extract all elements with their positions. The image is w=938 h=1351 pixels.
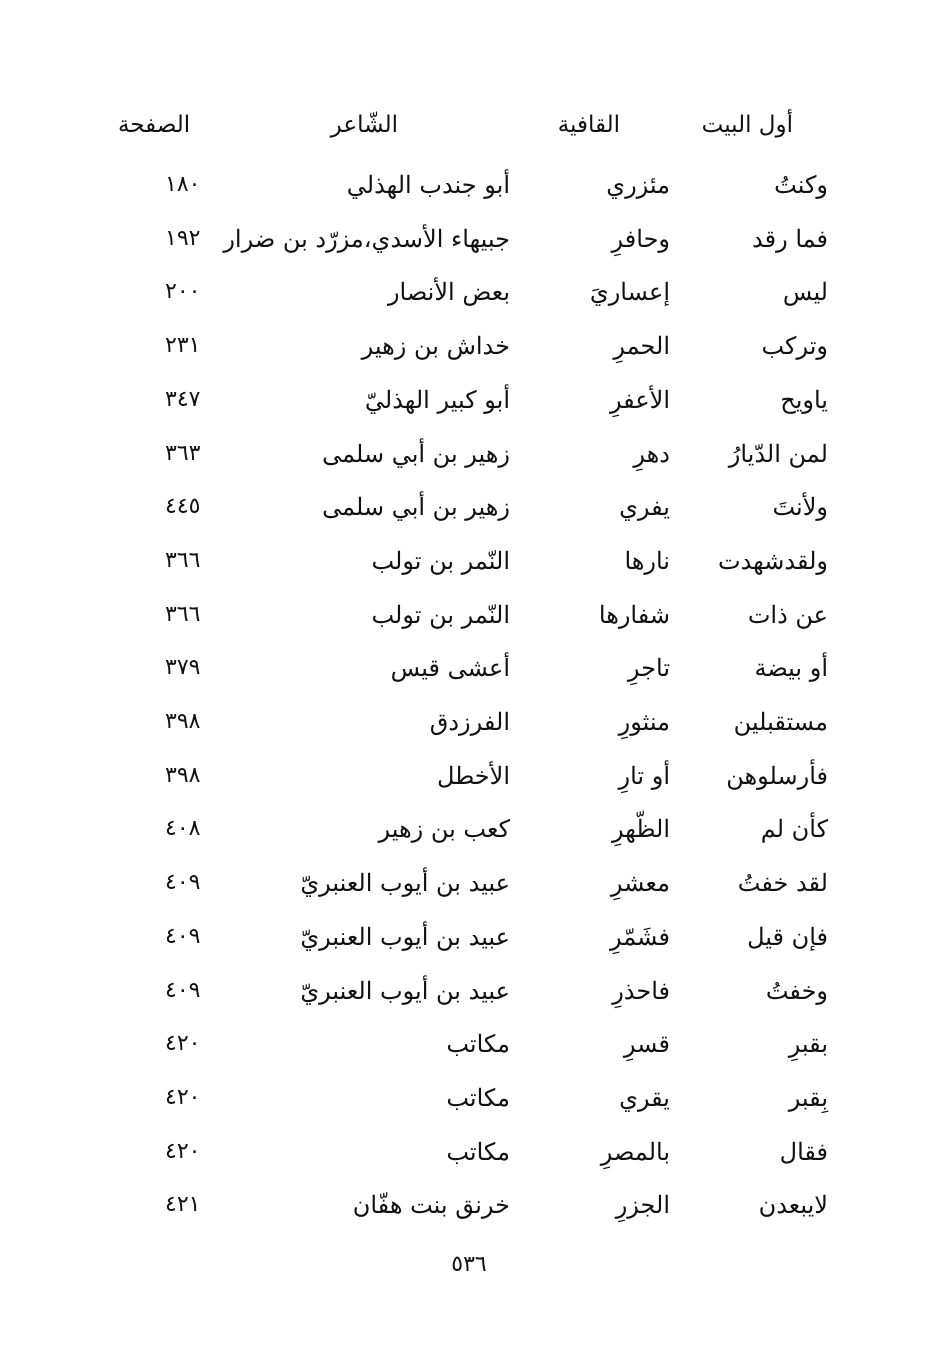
first-verse-cell: لقد خفتُ bbox=[737, 869, 828, 897]
page-cell: ٢٣١ bbox=[165, 333, 201, 358]
poet-cell: جبيهاء الأسدي،مزرّد بن ضرار bbox=[223, 225, 510, 253]
first-verse-cell: ولقدشهدت bbox=[717, 547, 828, 575]
poet-cell: عبيد بن أيوب العنبريّ bbox=[300, 869, 510, 897]
rhyme-cell: وحافرِ bbox=[611, 225, 670, 253]
table-row bbox=[0, 912, 938, 962]
page-cell: ٤٢٠ bbox=[165, 1085, 201, 1110]
poet-cell: النّمر بن تولب bbox=[371, 601, 510, 629]
first-verse-cell: لمن الدّيارُ bbox=[728, 440, 828, 468]
table-row bbox=[0, 1019, 938, 1069]
table-row bbox=[0, 267, 938, 317]
page-cell: ٣٦٣ bbox=[165, 441, 201, 466]
table-row bbox=[0, 1180, 938, 1230]
rhyme-cell: تاجرِ bbox=[627, 654, 670, 682]
first-verse-cell: ياويح bbox=[780, 386, 828, 414]
poet-cell: أبو كبير الهذليّ bbox=[364, 386, 510, 414]
poet-cell: الفرزدق bbox=[429, 708, 510, 736]
poet-cell: مكاتب bbox=[446, 1030, 510, 1058]
rhyme-cell: قسرِ bbox=[623, 1030, 670, 1058]
poet-cell: مكاتب bbox=[446, 1084, 510, 1112]
table-row bbox=[0, 375, 938, 425]
rhyme-cell: إعساريَ bbox=[589, 278, 670, 306]
page-cell: ١٨٠ bbox=[165, 172, 201, 197]
poet-cell: أبو جندب الهذلي bbox=[346, 171, 510, 199]
rhyme-cell: دهرِ bbox=[633, 440, 670, 468]
rhyme-cell: الحمرِ bbox=[613, 332, 670, 360]
first-verse-cell: فما رقد bbox=[752, 225, 828, 253]
poet-cell: الأخطل bbox=[436, 762, 510, 790]
table-row bbox=[0, 858, 938, 908]
first-verse-cell: ليس bbox=[782, 278, 828, 306]
first-verse-cell: وخفتُ bbox=[765, 977, 828, 1005]
rhyme-cell: شفارها bbox=[598, 601, 670, 629]
first-verse-cell: مستقبلين bbox=[733, 708, 828, 736]
table-row bbox=[0, 804, 938, 854]
poet-cell: خرنق بنت هفّان bbox=[352, 1191, 510, 1219]
table-row bbox=[0, 1127, 938, 1177]
first-verse-cell: وكنتُ bbox=[774, 171, 828, 199]
rhyme-cell: الأعفرِ bbox=[609, 386, 670, 414]
page-cell: ٣٧٩ bbox=[165, 655, 201, 680]
page-cell: ٤٠٩ bbox=[165, 978, 201, 1003]
poet-cell: مكاتب bbox=[446, 1138, 510, 1166]
table-row bbox=[0, 1073, 938, 1123]
rhyme-cell: يقري bbox=[619, 1084, 670, 1112]
table-row bbox=[0, 214, 938, 264]
poet-cell: خداش بن زهير bbox=[361, 332, 510, 360]
rhyme-cell: فشَمّرِ bbox=[610, 923, 670, 951]
rhyme-cell: فاحذرِ bbox=[612, 977, 670, 1005]
table-row bbox=[0, 160, 938, 210]
poet-cell: عبيد بن أيوب العنبريّ bbox=[300, 923, 510, 951]
header-rhyme: القافية bbox=[557, 112, 620, 138]
header-page: الصفحة bbox=[118, 112, 191, 138]
page-cell: ٤٠٨ bbox=[165, 816, 201, 841]
poet-cell: عبيد بن أيوب العنبريّ bbox=[300, 977, 510, 1005]
poet-cell: أعشى قيس bbox=[390, 654, 510, 682]
page-cell: ١٩٢ bbox=[165, 226, 201, 251]
rhyme-cell: أو تارِ bbox=[618, 762, 670, 790]
page-cell: ٢٠٠ bbox=[165, 279, 201, 304]
page-cell: ٣٤٧ bbox=[165, 387, 201, 412]
table-row bbox=[0, 482, 938, 532]
first-verse-cell: بقبرِ bbox=[788, 1030, 828, 1058]
page-cell: ٤٠٩ bbox=[165, 870, 201, 895]
table-row bbox=[0, 321, 938, 371]
poet-cell: زهير بن أبي سلمى bbox=[322, 440, 510, 468]
table-row bbox=[0, 429, 938, 479]
poet-cell: كعب بن زهير bbox=[378, 815, 510, 843]
first-verse-cell: أو بيضة bbox=[754, 654, 828, 682]
poet-cell: النّمر بن تولب bbox=[371, 547, 510, 575]
rhyme-cell: مئزري bbox=[606, 171, 670, 199]
table-row bbox=[0, 643, 938, 693]
first-verse-cell: فأرسلوهن bbox=[726, 762, 828, 790]
rhyme-cell: الجزرِ bbox=[615, 1191, 670, 1219]
first-verse-cell: فقال bbox=[779, 1138, 828, 1166]
poet-cell: بعض الأنصار bbox=[387, 278, 510, 306]
table-row bbox=[0, 590, 938, 640]
poet-cell: زهير بن أبي سلمى bbox=[322, 493, 510, 521]
first-verse-cell: لايبعدن bbox=[758, 1191, 828, 1219]
page-cell: ٣٩٨ bbox=[165, 709, 201, 734]
table-row bbox=[0, 536, 938, 586]
page-cell: ٤٠٩ bbox=[165, 924, 201, 949]
first-verse-cell: ولأنتَ bbox=[772, 493, 828, 521]
page-cell: ٣٦٦ bbox=[165, 602, 201, 627]
first-verse-cell: بِقبر bbox=[788, 1084, 828, 1112]
header-poet: الشّاعر bbox=[330, 112, 398, 138]
rhyme-cell: معشرِ bbox=[610, 869, 670, 897]
first-verse-cell: عن ذات bbox=[747, 601, 828, 629]
page-cell: ٣٩٨ bbox=[165, 763, 201, 788]
rhyme-cell: نارها bbox=[624, 547, 670, 575]
rhyme-cell: يفري bbox=[619, 493, 670, 521]
page-cell: ٣٦٦ bbox=[165, 548, 201, 573]
page-cell: ٤٤٥ bbox=[165, 494, 201, 519]
table-header bbox=[0, 100, 938, 150]
page-cell: ٤٢١ bbox=[165, 1192, 201, 1217]
first-verse-cell: فإن قيل bbox=[747, 923, 828, 951]
table-row bbox=[0, 751, 938, 801]
table-row bbox=[0, 697, 938, 747]
rhyme-cell: منثورِ bbox=[618, 708, 670, 736]
rhyme-cell: بالمصرِ bbox=[600, 1138, 670, 1166]
page-cell: ٤٢٠ bbox=[165, 1031, 201, 1056]
table-row bbox=[0, 966, 938, 1016]
first-verse-cell: كأن لم bbox=[760, 815, 828, 843]
page-number: ٥٣٦ bbox=[451, 1252, 487, 1277]
rhyme-cell: الظّهرِ bbox=[612, 815, 670, 843]
page-cell: ٤٢٠ bbox=[165, 1139, 201, 1164]
header-first-verse: أول البيت bbox=[701, 112, 793, 138]
first-verse-cell: وتركب bbox=[761, 332, 828, 360]
